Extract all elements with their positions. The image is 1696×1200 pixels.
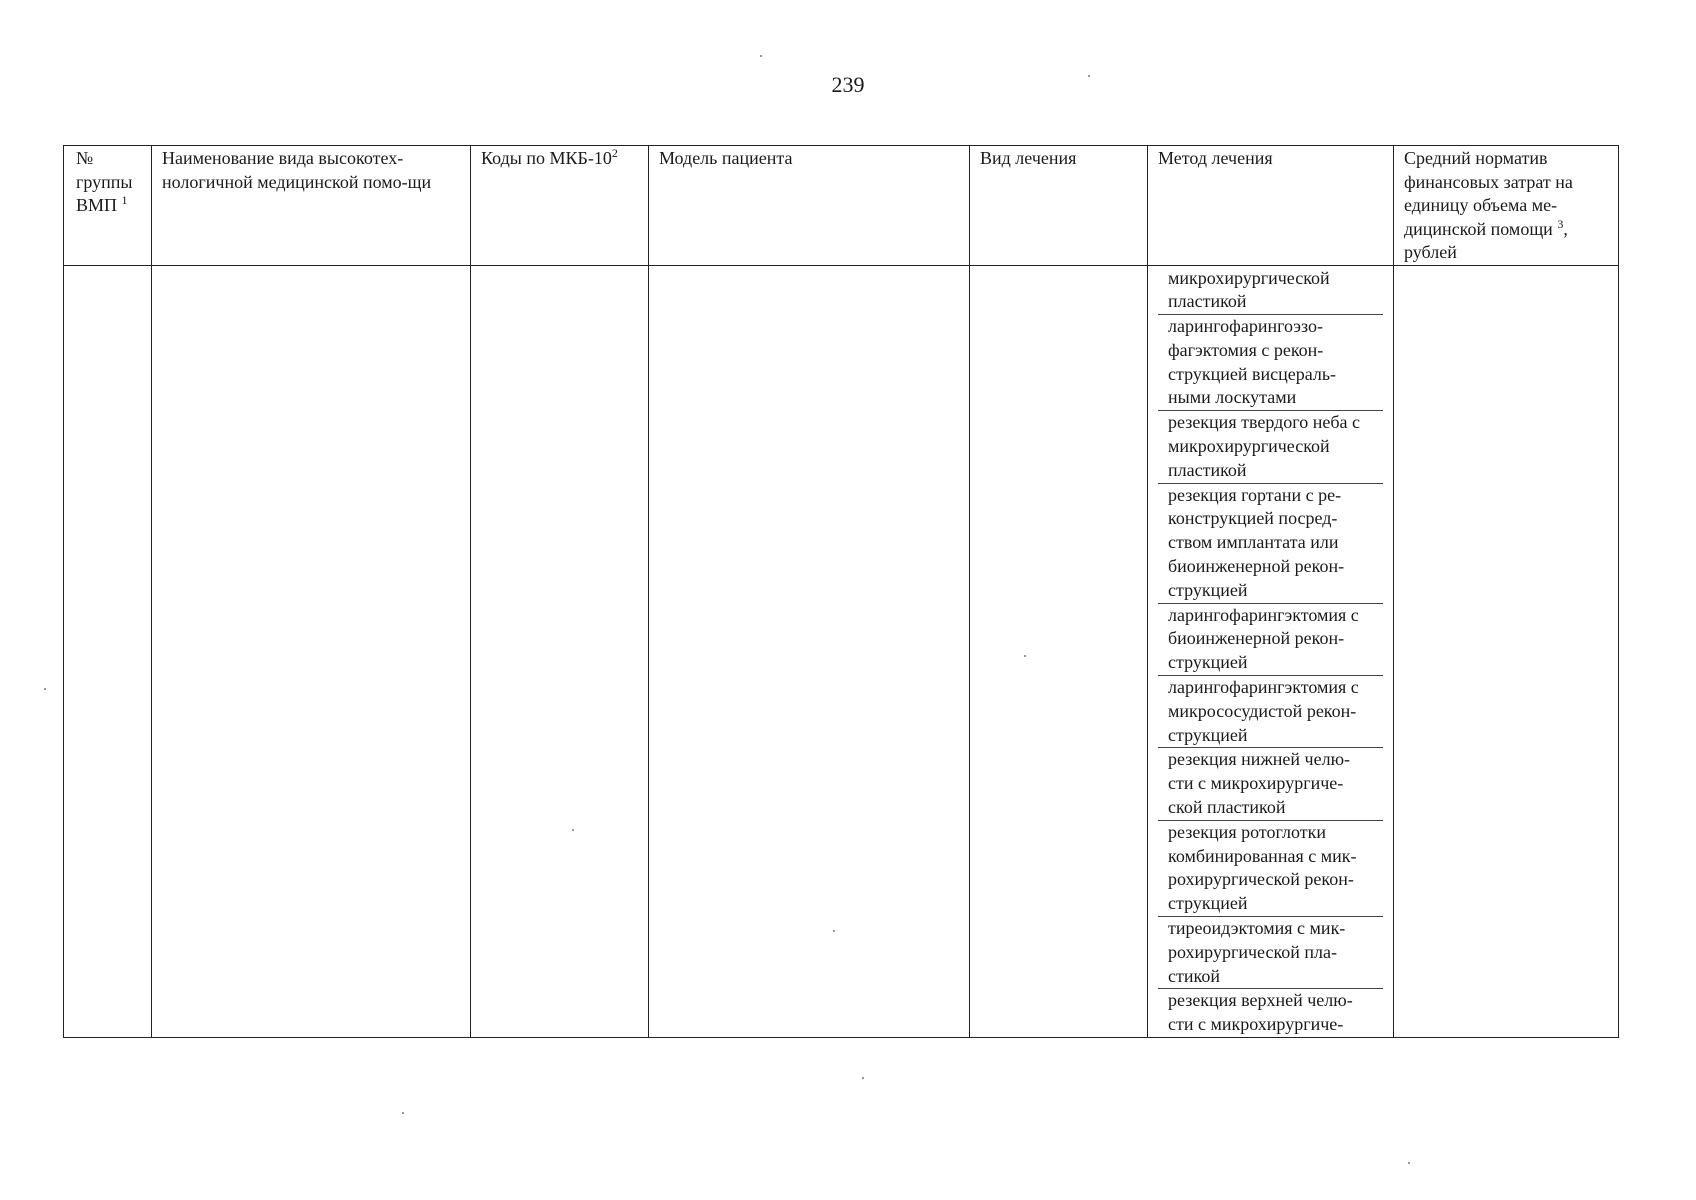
method-item: тиреоидэктомия с мик-рохирургической пла-стикой: [1158, 917, 1383, 989]
footnote-marker: 3: [1557, 216, 1564, 231]
method-item: резекция нижней челю-сти с микрохирургиче-ской пластикой: [1158, 748, 1383, 820]
scan-speck: [44, 688, 46, 690]
footnote-marker: 2: [611, 146, 618, 160]
footnote-marker: 1: [121, 193, 128, 207]
method-item: микрохирургической пластикой: [1158, 267, 1383, 316]
cell-patient-model: [649, 265, 970, 1038]
scan-speck: [833, 930, 835, 932]
vmp-table: [63, 145, 1619, 1038]
scan-speck: [862, 1077, 864, 1079]
header-patient-model: Модель пациента: [649, 146, 970, 266]
scan-speck: [1088, 75, 1090, 77]
method-item: ларингофарингэктомия с биоинженерной рекон-струкцией: [1158, 604, 1383, 676]
scan-speck: [760, 55, 762, 57]
method-item: резекция ротоглотки комбинированная с мик-рохирургической рекон-струкцией: [1158, 821, 1383, 917]
method-item: ларингофарингэктомия с микрососудистой рекон-струкцией: [1158, 676, 1383, 748]
header-row: [64, 146, 1619, 266]
method-item: резекция гортани с ре-конструкцией посред-ством имплантата или биоинженерной рекон-струкцией: [1158, 484, 1383, 604]
page-number: 239: [831, 72, 865, 97]
method-list: [1158, 267, 1383, 1038]
scan-speck: [1024, 655, 1026, 657]
header-average-cost: Средний норматив финансовых затрат на единицу объема ме-дицинской помощи $^3$, рублей: [1394, 146, 1619, 266]
header-care-type: Наименование вида высокотех-нологичной медицинской помо-щи: [152, 146, 471, 266]
header-icd-codes: Коды по МКБ-$10^2$: [471, 146, 649, 266]
table-row: [64, 265, 1619, 1038]
cell-treatment-type: [970, 265, 1148, 1038]
method-item: резекция твердого неба с микрохирургической пластикой: [1158, 411, 1383, 483]
method-item: резекция верхней челю-сти с микрохирургиче-: [1168, 990, 1353, 1035]
header-group-number: № группы ВМП $^1$: [64, 146, 152, 266]
scan-speck: [572, 829, 574, 831]
cell-treatment-methods: [1148, 265, 1394, 1038]
cell-average-cost: [1394, 265, 1619, 1038]
method-item: ларингофарингоэзо-фагэктомия с рекон-струкцией висцераль-ными лоскутами: [1158, 315, 1383, 411]
cell-icd-codes: [471, 265, 649, 1038]
scan-speck: [1408, 1162, 1410, 1164]
header-treatment-type: Вид лечения: [970, 146, 1148, 266]
cell-group-number: [64, 265, 152, 1038]
scan-speck: [402, 1112, 404, 1114]
header-treatment-method: Метод лечения: [1148, 146, 1394, 266]
cell-care-type: [152, 265, 471, 1038]
